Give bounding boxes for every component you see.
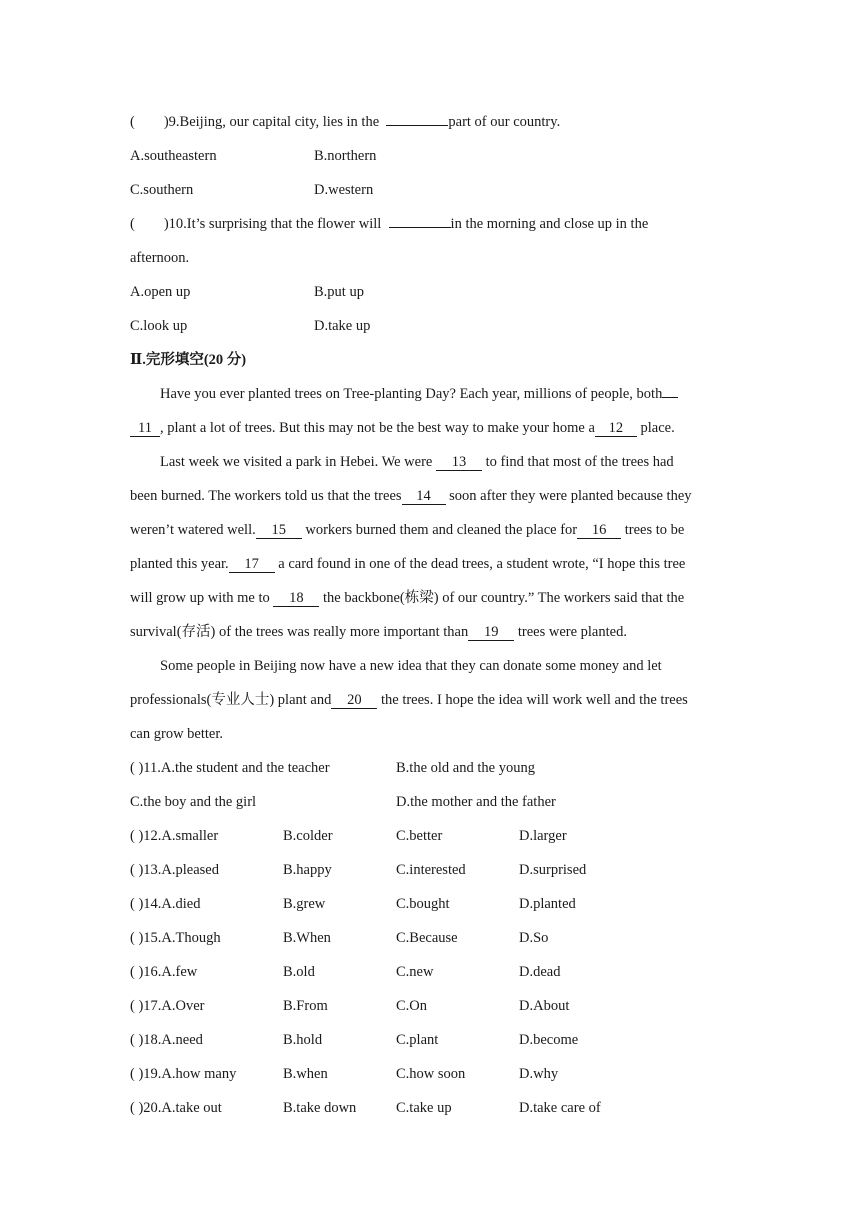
passage-text: survival(存活) of the trees was really more important than — [130, 624, 469, 640]
choice-c: C.interested — [396, 862, 466, 878]
passage-text: Last week we visited a park in Hebei. We were — [160, 454, 436, 470]
q10-option-c: C.look up — [130, 318, 188, 334]
passage-p1-line-1 — [160, 384, 678, 404]
passage-p2-line-2 — [130, 486, 692, 506]
q11-option-d: D.the mother and the father — [396, 794, 556, 810]
passage-text: place. — [636, 420, 675, 436]
choice-c: C.plant — [396, 1032, 439, 1048]
choice-c: C.On — [396, 998, 428, 1014]
q10-blank — [389, 227, 451, 228]
choice-b: B.From — [283, 998, 328, 1014]
blank-12: 12 — [595, 420, 637, 437]
blank-15: 15 — [256, 522, 302, 539]
passage-text: trees were planted. — [514, 624, 627, 640]
passage-p3-line-3: can grow better. — [130, 726, 224, 742]
choice-a: ( )17.A.Over — [130, 998, 205, 1014]
q11-option-a: ( )11.A.the student and the teacher — [130, 760, 330, 776]
choice-b: B.take down — [283, 1100, 357, 1116]
q9-blank — [386, 125, 448, 126]
passage-p2-line-1 — [160, 452, 674, 472]
choice-b: B.hold — [283, 1032, 323, 1048]
choice-d: D.surprised — [519, 862, 587, 878]
q9-stem-before: ( )9.Beijing, our capital city, lies in the — [130, 114, 387, 130]
question-9-stem — [130, 112, 560, 132]
passage-text: planted this year. — [130, 556, 229, 572]
choice-d: D.why — [519, 1066, 559, 1082]
question-10-stem — [130, 214, 648, 234]
choice-b: B.When — [283, 930, 331, 946]
choice-d: D.About — [519, 998, 570, 1014]
choice-c: C.bought — [396, 896, 450, 912]
q10-option-a: A.open up — [130, 284, 191, 300]
choice-d: D.take care of — [519, 1100, 601, 1116]
passage-text: trees to be — [621, 522, 685, 538]
passage-text: been burned. The workers told us that the trees — [130, 488, 402, 504]
choice-d: D.become — [519, 1032, 579, 1048]
passage-text: will grow up with me to — [130, 590, 274, 606]
choice-d: D.dead — [519, 964, 561, 980]
q9-option-d: D.western — [314, 182, 374, 198]
q11-option-b: B.the old and the young — [396, 760, 535, 776]
blank-13: 13 — [436, 454, 482, 471]
choice-d: D.So — [519, 930, 549, 946]
passage-p2-line-6 — [130, 622, 627, 642]
blank-11: 11 — [130, 420, 160, 437]
passage-text: Have you ever planted trees on Tree-planting Day? Each year, millions of people, both — [160, 386, 663, 402]
choice-a: ( )12.A.smaller — [130, 828, 219, 844]
q9-option-c: C.southern — [130, 182, 194, 198]
q9-stem-after: part of our country. — [448, 114, 561, 130]
passage-text: workers burned them and cleaned the place for — [301, 522, 578, 538]
passage-text: soon after they were planted because they — [445, 488, 692, 504]
passage-p2-line-4 — [130, 554, 685, 574]
q10-stem-after: in the morning and close up in the — [450, 216, 649, 232]
choice-d: D.planted — [519, 896, 576, 912]
passage-p1-line-2 — [130, 418, 675, 438]
blank-11-lead — [662, 397, 678, 398]
choice-a: ( )19.A.how many — [130, 1066, 237, 1082]
q10-option-b: B.put up — [314, 284, 364, 300]
blank-19: 19 — [468, 624, 514, 641]
q11-option-c: C.the boy and the girl — [130, 794, 257, 810]
passage-text: , plant a lot of trees. But this may not be the best way to make your home a — [160, 420, 595, 436]
blank-18: 18 — [273, 590, 319, 607]
choice-c: C.Because — [396, 930, 458, 946]
passage-text: weren’t watered well. — [130, 522, 256, 538]
passage-text: the backbone(栋梁) of our country.” The workers said that the — [319, 590, 685, 606]
blank-20: 20 — [331, 692, 377, 709]
passage-p2-line-3 — [130, 520, 684, 540]
q9-option-a: A.southeastern — [130, 148, 217, 164]
choice-b: B.when — [283, 1066, 328, 1082]
choice-a: ( )20.A.take out — [130, 1100, 222, 1116]
q10-option-d: D.take up — [314, 318, 371, 334]
q10-stem-before: ( )10.It’s surprising that the flower will — [130, 216, 389, 232]
passage-p3-line-2 — [130, 690, 688, 710]
blank-17: 17 — [229, 556, 275, 573]
choice-b: B.old — [283, 964, 315, 980]
blank-14: 14 — [402, 488, 446, 505]
passage-text: the trees. I hope the idea will work well and the trees — [377, 692, 688, 708]
choice-c: C.new — [396, 964, 434, 980]
q9-option-b: B.northern — [314, 148, 377, 164]
passage-text: professionals(专业人士) plant and — [130, 692, 332, 708]
choice-a: ( )16.A.few — [130, 964, 198, 980]
choice-b: B.happy — [283, 862, 332, 878]
passage-text: to find that most of the trees had — [481, 454, 674, 470]
choice-c: C.take up — [396, 1100, 452, 1116]
passage-text: a card found in one of the dead trees, a student wrote, “I hope this tree — [274, 556, 686, 572]
choice-a: ( )14.A.died — [130, 896, 201, 912]
section-2-heading: Ⅱ.完形填空(20 分) — [130, 352, 247, 368]
choice-a: ( )13.A.pleased — [130, 862, 219, 878]
choice-a: ( )15.A.Though — [130, 930, 221, 946]
choice-c: C.better — [396, 828, 443, 844]
choice-b: B.colder — [283, 828, 333, 844]
choice-a: ( )18.A.need — [130, 1032, 203, 1048]
choice-c: C.how soon — [396, 1066, 466, 1082]
choice-d: D.larger — [519, 828, 567, 844]
q10-stem-continued: afternoon. — [130, 250, 190, 266]
choice-b: B.grew — [283, 896, 326, 912]
blank-16: 16 — [577, 522, 621, 539]
passage-p2-line-5 — [130, 588, 684, 608]
passage-p3-line-1: Some people in Beijing now have a new idea that they can donate some money and let — [160, 658, 662, 674]
